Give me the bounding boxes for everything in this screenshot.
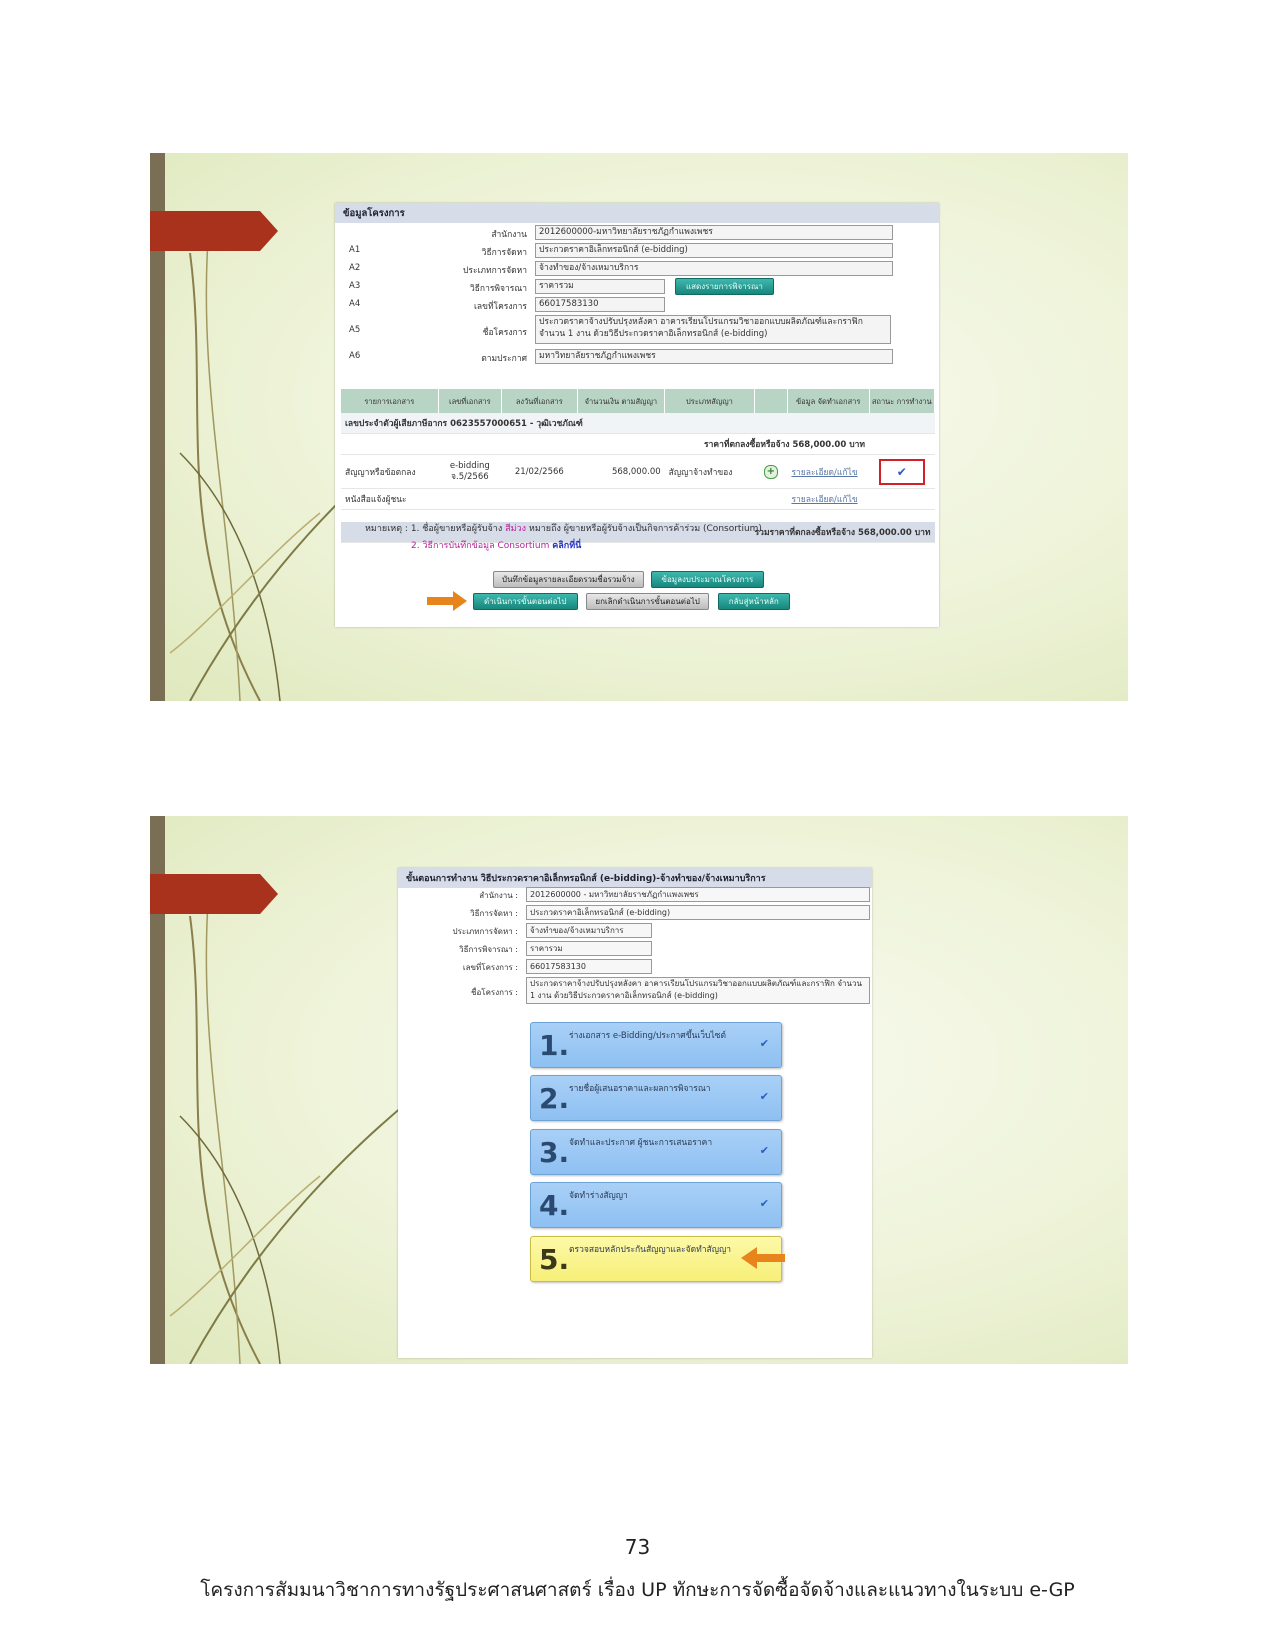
field-project-name: A5 ชื่อโครงการ ประกวดราคาจ้างปรับปรุงหลังคา อาคารเรียนโปรแกรมวิชาออกแบบผลิตภัณฑ์และกราฟิก จำนวน 1 งาน ด้วยวิธีประกวดราคาอิเล็กทรอนิกส์ (e-bidding) [335, 313, 939, 347]
document-table-wrap [341, 389, 935, 543]
budget-info-button[interactable]: ข้อมูลงบประมาณโครงการ [651, 571, 765, 588]
slide-1 [150, 153, 1128, 701]
document-table [341, 389, 935, 543]
plus-icon[interactable]: + [764, 465, 778, 479]
page-number: 73 [624, 1535, 651, 1559]
type-value: จ้างทำของ/จ้างเหมาบริการ [535, 261, 893, 276]
vendor-row: เลขประจำตัวผู้เสียภาษีอากร 0623557000651 - วุฒิเวชภัณฑ์ [341, 413, 935, 434]
step-4-button[interactable]: 4. จัดทำร่างสัญญา ✔ [530, 1182, 782, 1228]
button-row-2 [473, 593, 790, 610]
field-announcement: A6 ตามประกาศ มหาวิทยาลัยราชภัฏกำแพงเพชร [335, 347, 939, 365]
field-office: สำนักงาน 2012600000-มหาวิทยาลัยราชภัฏกำแพงเพชร [335, 223, 939, 241]
table-row: หนังสือแจ้งผู้ชนะ รายละเอียด/แก้ไข [341, 489, 935, 510]
field-project-no: เลขที่โครงการ : 66017583130 [398, 958, 872, 976]
total-row: รวมราคาที่ตกลงซื้อหรือจ้าง 568,000.00 บาท [341, 522, 935, 543]
show-criteria-button[interactable]: แสดงรายการพิจารณา [675, 278, 774, 295]
detail-edit-link[interactable]: รายละเอียด/แก้ไข [791, 467, 858, 478]
field-project-name: ชื่อโครงการ : ประกวดราคาจ้างปรับปรุงหลังคา อาคารเรียนโปรแกรมวิชาออกแบบผลิตภัณฑ์และกราฟิก จำนวน 1 งาน ด้วยวิธีประกวดราคาอิเล็กทรอนิกส์ (e-bidding) [398, 976, 872, 1006]
next-step-button[interactable]: ดำเนินการขั้นตอนต่อไป [473, 593, 578, 610]
workflow-title: ขั้นตอนการทำงาน วิธีประกวดราคาอิเล็กทรอนิกส์ (e-bidding)-จ้างทำของ/จ้างเหมาบริการ [398, 868, 872, 888]
step-1-button[interactable]: 1. ร่างเอกสาร e-Bidding/ประกาศขึ้นเว็บไซต์ ✔ [530, 1022, 782, 1068]
method-value: ประกวดราคาอิเล็กทรอนิกส์ (e-bidding) [535, 243, 893, 258]
check-icon: ✔ [759, 1090, 769, 1103]
step-5-button[interactable]: 5. ตรวจสอบหลักประกันสัญญาและจัดทำสัญญา [530, 1236, 782, 1282]
field-method: A1 วิธีการจัดหา ประกวดราคาอิเล็กทรอนิกส์ (e-bidding) [335, 241, 939, 259]
check-icon: ✔ [759, 1037, 769, 1050]
save-details-button[interactable]: บันทึกข้อมูลรายละเอียดรวมชื่อรวมจ้าง [493, 571, 644, 588]
flag-arrow-icon [150, 874, 280, 914]
step-3-button[interactable]: 3. จัดทำและประกาศ ผู้ชนะการเสนอราคา ✔ [530, 1129, 782, 1175]
step-2-button[interactable]: 2. รายชื่อผู้เสนอราคาและผลการพิจารณา ✔ [530, 1075, 782, 1121]
check-icon: ✔ [759, 1144, 769, 1157]
consortium-click-link[interactable]: คลิกที่นี่ [552, 541, 582, 551]
cancel-step-button[interactable]: ยกเลิกดำเนินการขั้นตอนต่อไป [586, 593, 709, 610]
flag-arrow-icon [150, 211, 280, 251]
section-title: ข้อมูลโครงการ [335, 203, 939, 223]
agreed-price-row: ราคาที่ตกลงซื้อหรือจ้าง 568,000.00 บาท [341, 434, 935, 455]
project-name-value[interactable]: ประกวดราคาจ้างปรับปรุงหลังคา อาคารเรียนโปรแกรมวิชาออกแบบผลิตภัณฑ์และกราฟิก จำนวน 1 งาน ด้วยวิธีประกวดราคาอิเล็กทรอนิกส์ (e-bidding) [535, 315, 891, 344]
check-icon[interactable]: ✔ [879, 459, 925, 485]
pointer-arrow-icon [427, 591, 469, 611]
pointer-arrow-icon [741, 1247, 785, 1269]
criteria-value: ราคารวม [535, 279, 665, 294]
button-row-1 [493, 571, 764, 588]
announcement-value: มหาวิทยาลัยราชภัฏกำแพงเพชร [535, 349, 893, 364]
workflow-panel [398, 868, 872, 1358]
field-project-no: A4 เลขที่โครงการ 66017583130 [335, 295, 939, 313]
detail-edit-link[interactable]: รายละเอียด/แก้ไข [791, 495, 858, 505]
table-header-row: รายการเอกสาร เลขที่เอกสาร ลงวันที่เอกสาร จำนวนเงิน ตามสัญญา ประเภทสัญญา ข้อมูล จัดทำเอกสาร สถานะ การทำงาน [341, 389, 935, 413]
field-type: A2 ประเภทการจัดหา จ้างทำของ/จ้างเหมาบริการ [335, 259, 939, 277]
field-criteria: A3 วิธีการพิจารณา ราคารวม แสดงรายการพิจารณา [335, 277, 939, 295]
field-type: ประเภทการจัดหา : จ้างทำของ/จ้างเหมาบริการ [398, 922, 872, 940]
footer-title: โครงการสัมมนาวิชาการทางรัฐประศาสนศาสตร์ เรื่อง UP ทักษะการจัดซื้อจัดจ้างและแนวทางในระบบ e-GP [200, 1579, 1075, 1601]
field-office: สำนักงาน : 2012600000 - มหาวิทยาลัยราชภัฏกำแพงเพชร [398, 886, 872, 904]
field-method: วิธีการจัดหา : ประกวดราคาอิเล็กทรอนิกส์ (e-bidding) [398, 904, 872, 922]
project-info-panel [335, 203, 939, 627]
slide-2 [150, 816, 1128, 1364]
field-criteria: วิธีการพิจารณา : ราคารวม [398, 940, 872, 958]
back-home-button[interactable]: กลับสู่หน้าหลัก [718, 593, 790, 610]
table-row: สัญญาหรือข้อตกลง e-bidding จ.5/2566 21/02/2566 568,000.00 สัญญาจ้างทำของ + รายละเอียด/แก้ไข ✔ [341, 455, 935, 489]
office-value: 2012600000-มหาวิทยาลัยราชภัฏกำแพงเพชร [535, 225, 893, 240]
project-no-value: 66017583130 [535, 297, 665, 312]
notes: หมายเหตุ : 1. ชื่อผู้ขายหรือผู้รับจ้าง สีม่วง หมายถึง ผู้ขายหรือผู้รับจ้างเป็นกิจการค้าร่วม (Consortium) 2. วิธีการบันทึกข้อมูล Consortium คลิกที่นี่ [365, 524, 762, 551]
check-icon: ✔ [759, 1197, 769, 1210]
